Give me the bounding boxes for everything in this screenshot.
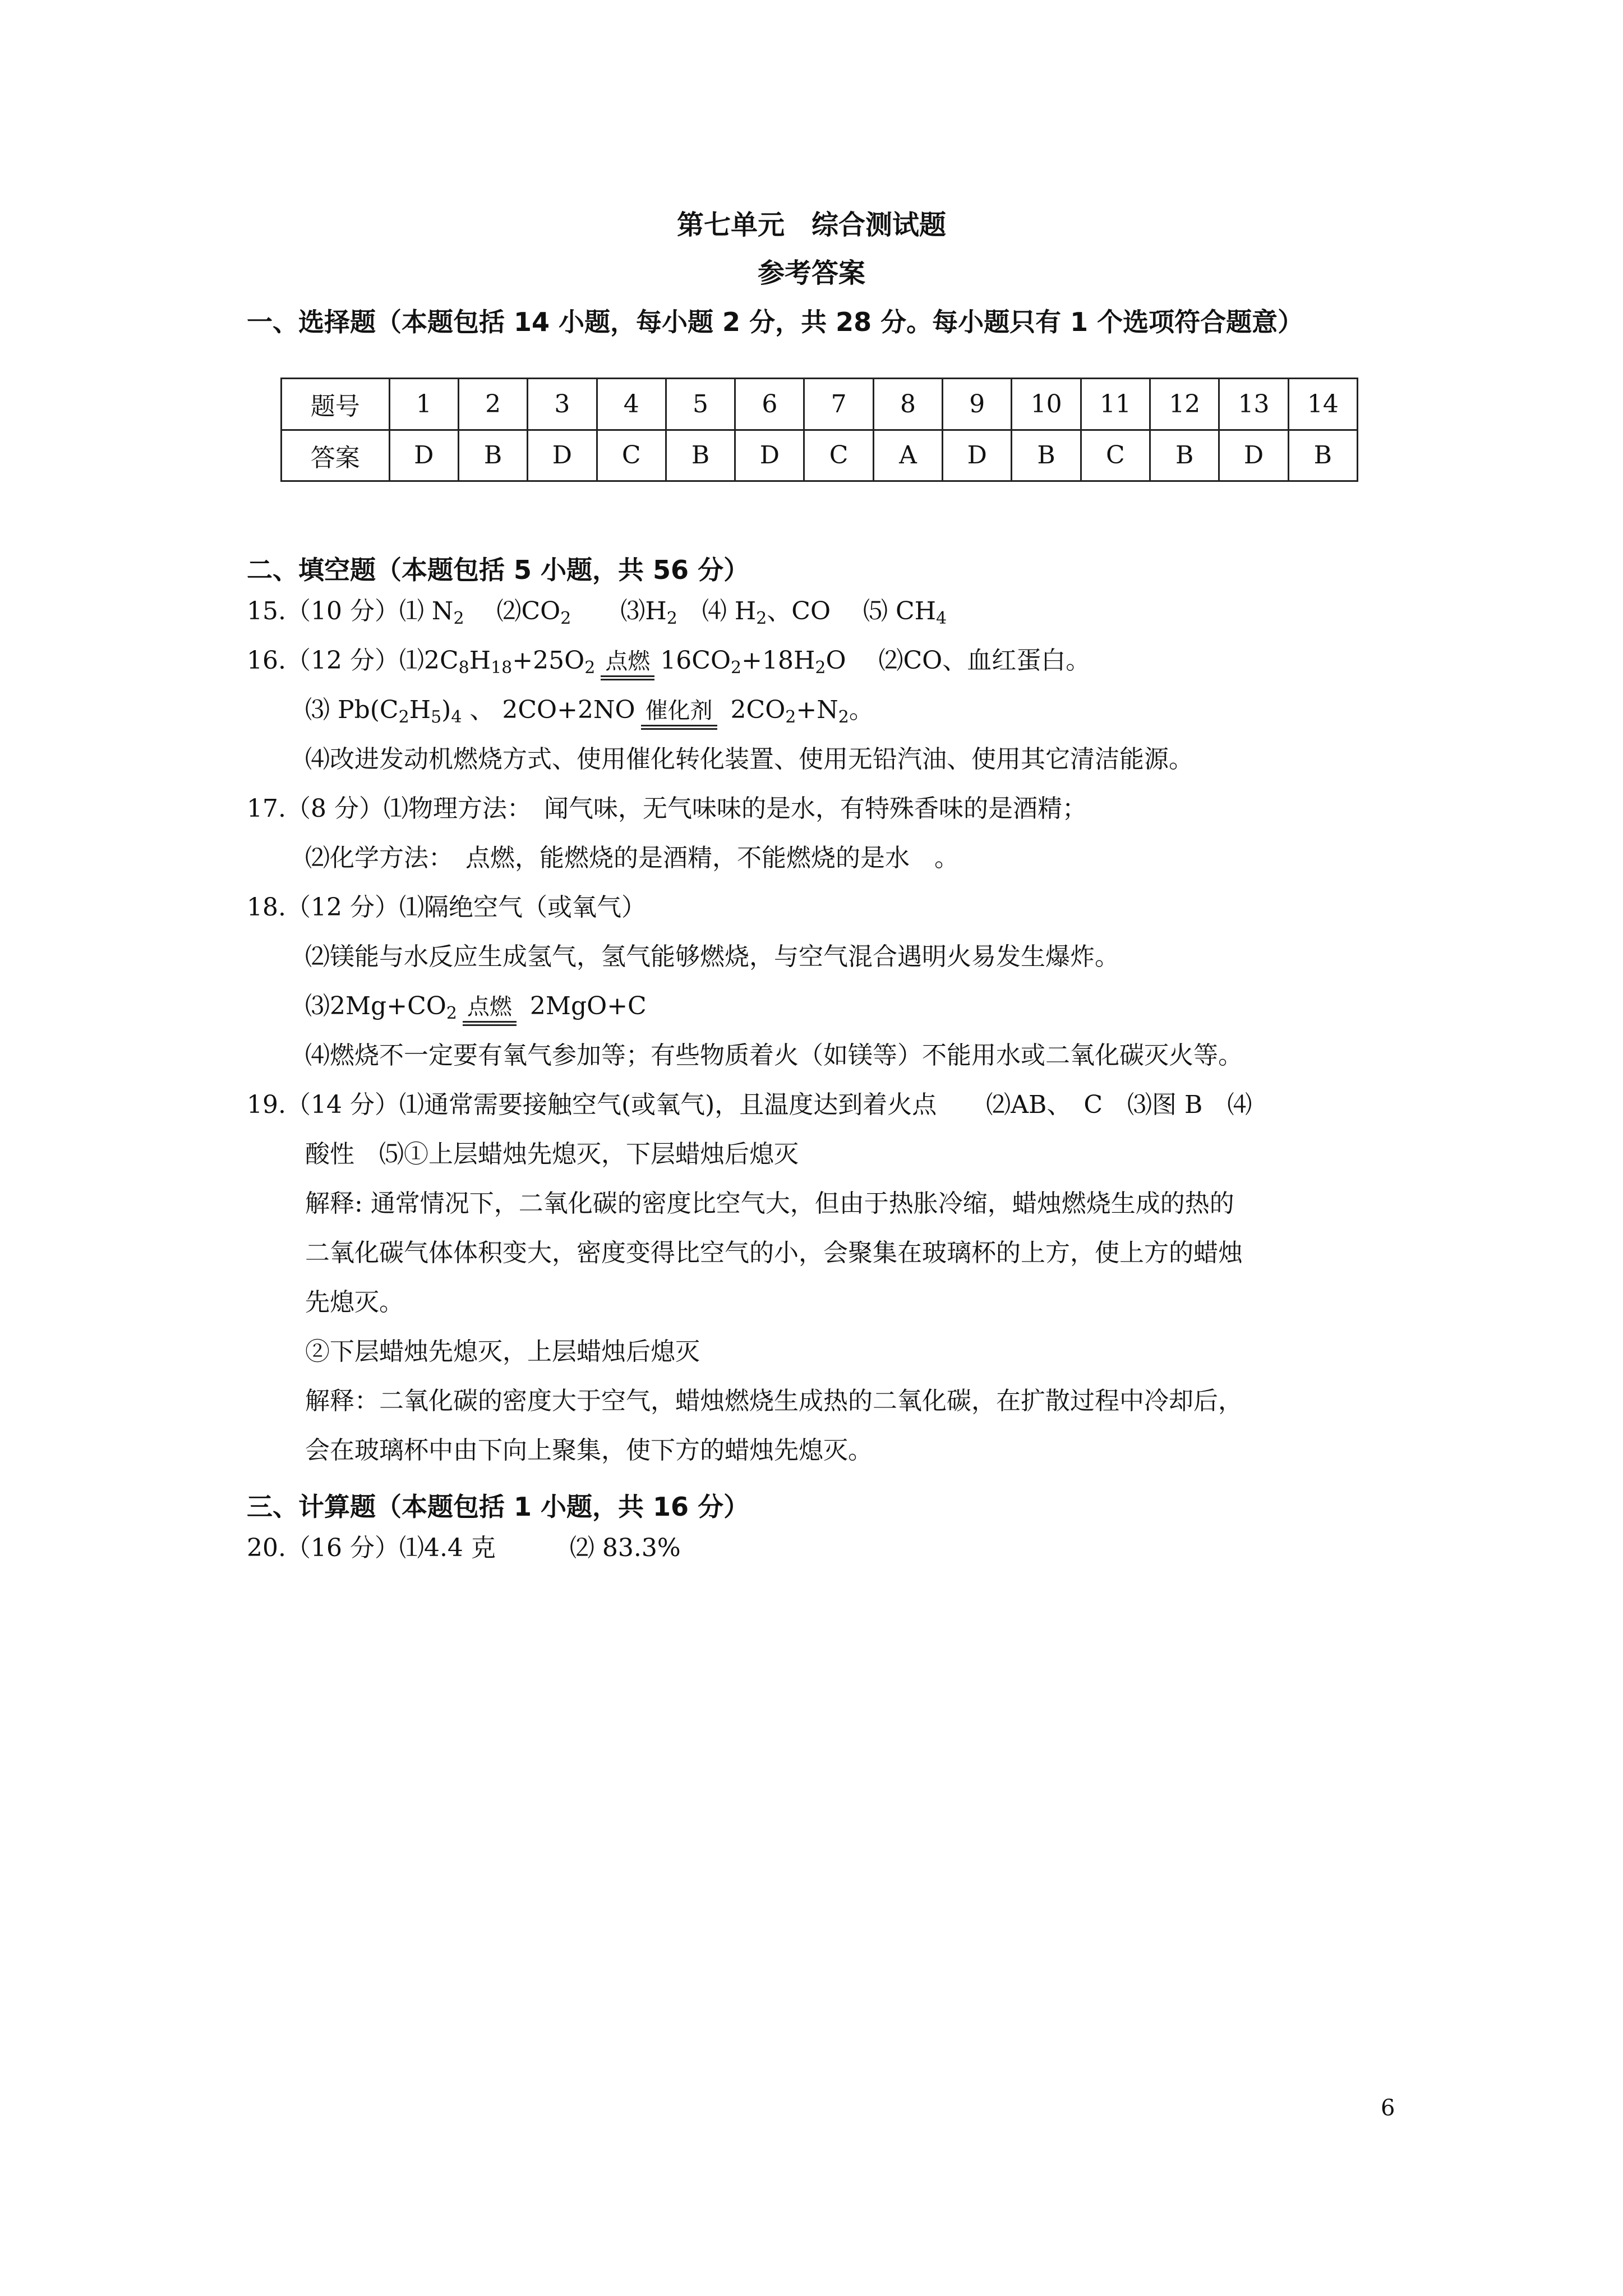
question-number: 2	[458, 379, 527, 430]
answer-cell: B	[1288, 430, 1357, 481]
question-number: 14	[1288, 379, 1357, 430]
text-run: +N	[796, 696, 838, 724]
reaction-condition: 催化剂	[641, 700, 717, 722]
answer-19-line-4: 二氧化碳气体体积变大，密度变得比空气的小，会聚集在玻璃杯的上方，使上方的蜡烛	[305, 1239, 1243, 1267]
question-number: 1	[389, 379, 458, 430]
answer-18-line-4: ⑷燃烧不一定要有氧气参加等；有些物质着火（如镁等）不能用水或二氧化碳灭火等。	[305, 1041, 1243, 1070]
text-run: 、 2CO+2NO	[462, 696, 635, 724]
text-run: 2MgO+C	[522, 992, 647, 1020]
page-title: 第七单元 综合测试题	[676, 209, 946, 241]
answer-cell: D	[943, 430, 1012, 481]
question-number: 13	[1219, 379, 1288, 430]
text-run: O ⑵CO、血红蛋白。	[826, 646, 1091, 675]
subscript: 4	[451, 707, 462, 727]
section-2-heading: 二、填空题（本题包括 5 小题，共 56 分）	[247, 555, 750, 585]
answer-16-line-2	[305, 696, 874, 727]
subscript: 5	[431, 707, 442, 727]
section-3-heading: 三、计算题（本题包括 1 小题，共 16 分）	[247, 1492, 750, 1522]
text-run: +25O	[512, 646, 585, 675]
answer-19-line-8: 会在玻璃杯中由下向上聚集，使下方的蜡烛先熄灭。	[305, 1436, 873, 1465]
text-run: 。	[849, 696, 874, 724]
row-label-answer: 答案	[282, 430, 390, 481]
subscript: 2	[398, 707, 409, 727]
text-run: )	[441, 696, 451, 724]
page-subtitle: 参考答案	[757, 257, 865, 289]
answer-cell: B	[666, 430, 735, 481]
text-run: H	[469, 646, 491, 675]
text-run: H	[409, 696, 431, 724]
question-number: 7	[804, 379, 873, 430]
answer-18-line-3	[305, 992, 647, 1023]
answer-19-line-2: 酸性 ⑸①上层蜡烛先熄灭，下层蜡烛后熄灭	[305, 1140, 799, 1168]
text-run: 2CO	[722, 696, 786, 724]
subscript: 4	[936, 609, 947, 628]
text-run: 、CO ⑸ CH	[767, 597, 937, 625]
answer-19-line-7: 解释：二氧化碳的密度大于空气，蜡烛燃烧生成热的二氧化碳，在扩散过程中冷却后，	[305, 1387, 1243, 1415]
answer-17-line-2: ⑵化学方法： 点燃，能燃烧的是酒精，不能燃烧的是水 。	[305, 844, 959, 872]
answer-19-line-6: ②下层蜡烛先熄灭，上层蜡烛后熄灭	[305, 1337, 700, 1366]
page-number: 6	[1381, 2095, 1395, 2121]
subscript: 2	[838, 707, 849, 727]
question-number: 5	[666, 379, 735, 430]
answer-15	[247, 597, 947, 628]
answer-cell: A	[873, 430, 942, 481]
question-number: 4	[597, 379, 666, 430]
question-number: 3	[528, 379, 597, 430]
answer-cell: C	[1081, 430, 1150, 481]
table-row-numbers	[282, 379, 1358, 430]
answer-cell: C	[597, 430, 666, 481]
text-run: 16CO	[660, 646, 731, 675]
subscript: 2	[666, 609, 677, 628]
subscript: 2	[453, 609, 464, 628]
subscript: 2	[584, 658, 596, 678]
text-run: ⑷ H	[677, 597, 757, 625]
text-run: 15.（10 分）⑴ N	[247, 597, 454, 625]
subscript: 2	[785, 707, 796, 727]
text-run: ⑶H	[571, 597, 667, 625]
subscript: 8	[458, 658, 469, 678]
answer-cell: B	[458, 430, 527, 481]
answer-16-line-1	[247, 646, 1091, 678]
answer-cell: D	[389, 430, 458, 481]
answer-cell: D	[735, 430, 804, 481]
text-run: ⑶2Mg+CO	[305, 992, 446, 1020]
question-number: 10	[1012, 379, 1081, 430]
subscript: 2	[815, 658, 826, 678]
subscript: 2	[560, 609, 571, 628]
answer-19-line-1: 19.（14 分）⑴通常需要接触空气(或氧气)，且温度达到着火点 ⑵AB、 C ⑶图 B ⑷	[247, 1091, 1252, 1119]
answer-cell: B	[1012, 430, 1081, 481]
answer-18-line-2: ⑵镁能与水反应生成氢气，氢气能够燃烧，与空气混合遇明火易发生爆炸。	[305, 942, 1119, 971]
answer-17-line-1: 17.（8 分）⑴物理方法： 闻气味，无气味味的是水，有特殊香味的是酒精；	[247, 794, 1087, 823]
answer-18-line-1: 18.（12 分）⑴隔绝空气（或氧气）	[247, 893, 646, 922]
question-number: 9	[943, 379, 1012, 430]
question-number: 8	[873, 379, 942, 430]
subscript: 2	[731, 658, 742, 678]
answer-cell: D	[1219, 430, 1288, 481]
section-1-heading: 一、选择题（本题包括 14 小题，每小题 2 分，共 28 分。每小题只有 1 个选项符合题意）	[247, 307, 1304, 337]
reaction-condition: 点燃	[463, 996, 517, 1018]
text-run: 16.（12 分）⑴2C	[247, 646, 459, 675]
answer-19-line-5: 先熄灭。	[305, 1288, 404, 1317]
answer-16-line-3: ⑷改进发动机燃烧方式、使用催化转化装置、使用无铅汽油、使用其它清洁能源。	[305, 745, 1193, 774]
answer-19-line-3: 解释: 通常情况下，二氧化碳的密度比空气大，但由于热胀冷缩，蜡烛燃烧生成的热的	[305, 1189, 1234, 1218]
answer-cell: C	[804, 430, 873, 481]
text-run: ⑶ Pb(C	[305, 696, 399, 724]
text-run: +18H	[741, 646, 815, 675]
question-number: 11	[1081, 379, 1150, 430]
answer-cell: D	[528, 430, 597, 481]
question-number: 12	[1150, 379, 1219, 430]
table-row-answers	[282, 430, 1358, 481]
subscript: 2	[446, 1004, 457, 1023]
answer-20: 20.（16 分）⑴4.4 克 ⑵ 83.3%	[247, 1534, 681, 1562]
text-run: ⑵CO	[464, 597, 561, 625]
answer-cell: B	[1150, 430, 1219, 481]
question-number: 6	[735, 379, 804, 430]
row-label-number: 题号	[282, 379, 390, 430]
subscript: 18	[491, 658, 513, 678]
subscript: 2	[756, 609, 767, 628]
answer-table	[280, 378, 1358, 482]
reaction-condition: 点燃	[601, 650, 654, 673]
